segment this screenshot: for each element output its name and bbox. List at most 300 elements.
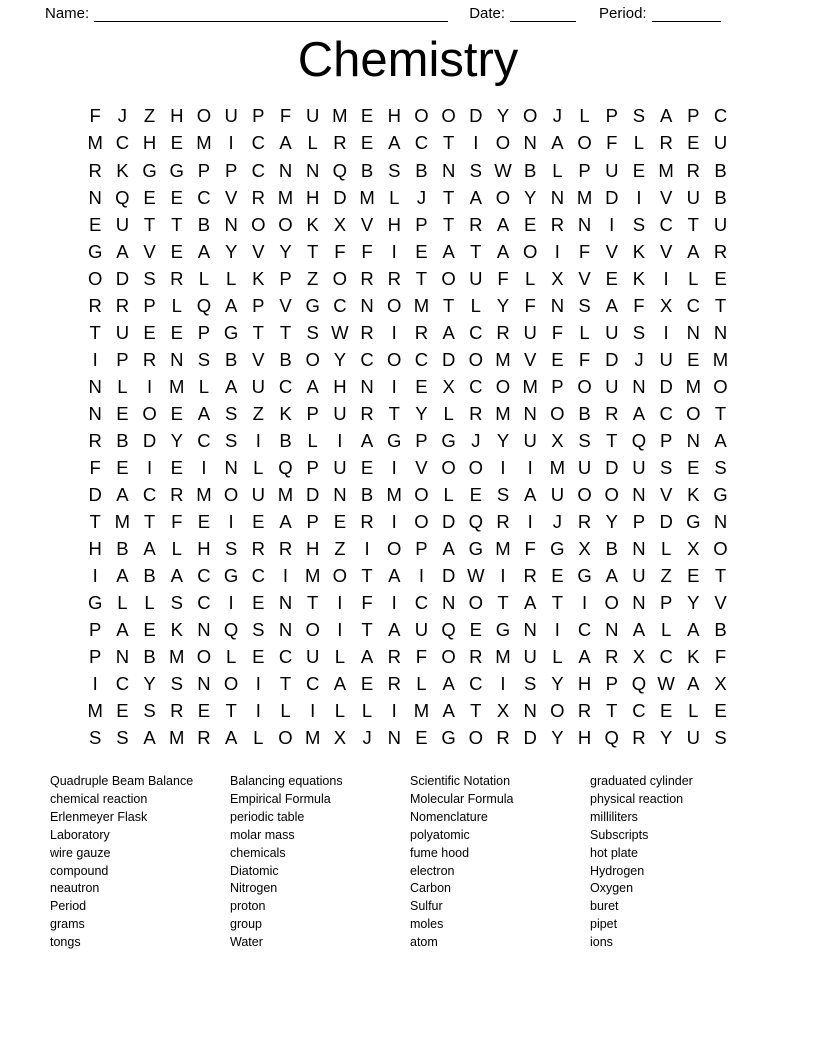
grid-cell: I xyxy=(609,213,615,235)
grid-cell: P xyxy=(197,321,211,343)
grid-cell: L xyxy=(416,673,427,695)
grid-cell: A xyxy=(306,375,319,397)
grid-cell: H xyxy=(197,538,211,560)
grid-cell: X xyxy=(632,646,646,668)
grid-cell: B xyxy=(143,646,156,668)
grid-cell: S xyxy=(524,673,537,695)
grid-cell: I xyxy=(228,592,234,614)
grid-cell: T xyxy=(307,592,319,614)
grid-cell: Y xyxy=(143,673,156,695)
grid-cell: C xyxy=(278,375,293,397)
grid-cell: M xyxy=(304,565,321,587)
grid-cell: Y xyxy=(496,105,510,127)
grid-cell: U xyxy=(659,348,673,370)
grid-cell: R xyxy=(170,484,184,506)
grid-cell: P xyxy=(551,375,564,397)
grid-cell: Z xyxy=(660,565,672,587)
grid-cell: D xyxy=(88,484,102,506)
grid-cell: F xyxy=(89,457,101,479)
word-item: atom xyxy=(410,935,438,950)
grid-cell: O xyxy=(604,592,619,614)
grid-cell: F xyxy=(578,240,591,262)
grid-cell: E xyxy=(252,592,265,614)
grid-cell: F xyxy=(279,105,292,127)
grid-cell: C xyxy=(577,619,592,641)
grid-cell: O xyxy=(550,700,565,722)
grid-cell: Z xyxy=(143,105,156,127)
grid-cell: C xyxy=(278,646,293,668)
grid-cell: Y xyxy=(279,240,292,262)
grid-cell: U xyxy=(224,105,238,127)
grid-cell: S xyxy=(659,457,673,479)
grid-cell: L xyxy=(443,484,454,506)
grid-cell: D xyxy=(659,375,673,397)
grid-cell: U xyxy=(251,375,265,397)
grid-cell: F xyxy=(89,105,101,127)
word-item: hot plate xyxy=(590,845,638,860)
grid-cell: A xyxy=(442,240,455,262)
grid-cell: I xyxy=(337,429,343,451)
grid-cell: L xyxy=(307,429,318,451)
grid-cell: T xyxy=(687,213,699,235)
grid-cell: A xyxy=(442,321,455,343)
grid-cell: N xyxy=(523,700,537,722)
grid-cell: G xyxy=(686,511,701,533)
grid-cell: L xyxy=(688,700,699,722)
grid-cell: A xyxy=(116,240,129,262)
grid-cell: H xyxy=(577,727,592,749)
grid-cell: S xyxy=(224,538,238,560)
grid-cell: Q xyxy=(115,186,130,208)
grid-cell: M xyxy=(413,700,430,722)
grid-cell: P xyxy=(415,429,428,451)
grid-cell: N xyxy=(88,186,102,208)
grid-cell: Q xyxy=(631,673,647,695)
grid-cell: R xyxy=(115,294,130,316)
grid-cell: A xyxy=(687,673,700,695)
word-list-column-2 xyxy=(230,773,410,952)
grid-cell: E xyxy=(360,673,374,695)
grid-cell: H xyxy=(88,538,102,560)
grid-cell: V xyxy=(659,484,673,506)
word-item: Laboratory xyxy=(50,827,110,842)
grid-cell: O xyxy=(305,619,320,641)
grid-cell: N xyxy=(115,646,130,668)
grid-cell: E xyxy=(170,240,183,262)
grid-cell: B xyxy=(143,565,156,587)
grid-cell: V xyxy=(415,457,428,479)
grid-cell: T xyxy=(606,700,618,722)
name-label: Name: xyxy=(45,5,90,22)
word-item: polyatomic xyxy=(410,827,470,842)
grid-cell: O xyxy=(223,484,239,506)
grid-cell: I xyxy=(391,592,397,614)
word-item: proton xyxy=(230,899,266,914)
grid-cell: V xyxy=(252,240,265,262)
grid-cell: R xyxy=(605,402,619,424)
grid-cell: O xyxy=(414,105,429,127)
date-label: Date: xyxy=(469,5,506,22)
grid-cell: K xyxy=(252,267,265,289)
grid-cell: E xyxy=(524,213,537,235)
word-item: Quadruple Beam Balance xyxy=(50,774,194,789)
grid-cell: E xyxy=(415,375,428,397)
grid-cell: E xyxy=(89,213,102,235)
grid-cell: X xyxy=(496,700,510,722)
grid-cell: I xyxy=(554,240,560,262)
grid-cell: A xyxy=(224,375,238,397)
word-item: Carbon xyxy=(410,881,451,896)
grid-cell: O xyxy=(468,727,483,749)
grid-cell: O xyxy=(522,240,538,262)
grid-cell: A xyxy=(551,132,564,154)
grid-cell: J xyxy=(634,348,644,370)
grid-cell: L xyxy=(253,727,264,749)
word-item: Nitrogen xyxy=(230,881,278,896)
grid-cell: U xyxy=(713,132,728,154)
grid-cell: C xyxy=(251,565,265,587)
grid-cell: B xyxy=(116,429,129,451)
grid-cell: L xyxy=(660,619,672,641)
grid-cell: J xyxy=(552,105,562,127)
grid-cell: M xyxy=(386,484,402,506)
grid-cell: Q xyxy=(468,511,483,533)
grid-cell: S xyxy=(578,429,591,451)
grid-cell: N xyxy=(523,402,537,424)
grid-cell: V xyxy=(659,186,673,208)
word-list xyxy=(0,773,816,952)
grid-cell: P xyxy=(224,159,238,181)
grid-cell: R xyxy=(469,402,483,424)
grid-cell: T xyxy=(470,240,482,262)
grid-cell: U xyxy=(469,267,483,289)
grid-cell: A xyxy=(333,673,347,695)
name-blank-line xyxy=(94,7,448,22)
grid-cell: X xyxy=(442,375,455,397)
grid-cell: E xyxy=(170,402,183,424)
grid-cell: O xyxy=(468,457,483,479)
grid-cell: N xyxy=(632,538,646,560)
grid-cell: K xyxy=(632,267,646,289)
grid-cell: N xyxy=(523,619,537,641)
grid-cell: P xyxy=(116,348,129,370)
grid-cell: U xyxy=(414,619,429,641)
grid-cell: D xyxy=(441,511,456,533)
word-item: tongs xyxy=(50,935,81,950)
grid-cell: T xyxy=(714,294,727,316)
word-item: Oxygen xyxy=(590,881,634,896)
grid-cell: R xyxy=(251,538,265,560)
grid-cell: T xyxy=(279,321,292,343)
grid-cell: L xyxy=(144,592,155,614)
grid-cell: I xyxy=(364,538,370,560)
grid-cell: I xyxy=(337,592,343,614)
grid-cell: Y xyxy=(496,294,510,316)
grid-cell: O xyxy=(196,646,212,668)
grid-cell: K xyxy=(170,619,183,641)
grid-cell: F xyxy=(497,267,509,289)
grid-cell: N xyxy=(278,159,293,181)
grid-cell: R xyxy=(387,646,401,668)
grid-cell: L xyxy=(470,294,481,316)
grid-cell: O xyxy=(196,105,212,127)
grid-cell: K xyxy=(687,646,700,668)
grid-cell: N xyxy=(278,592,293,614)
grid-cell: A xyxy=(388,565,401,587)
grid-cell: T xyxy=(606,429,618,451)
grid-cell: E xyxy=(687,132,700,154)
grid-cell: C xyxy=(414,348,429,370)
grid-cell: O xyxy=(278,213,293,235)
grid-cell: N xyxy=(387,727,401,749)
grid-cell: C xyxy=(713,105,728,127)
grid-cell: P xyxy=(252,105,265,127)
grid-cell: H xyxy=(387,105,401,127)
word-item: Sulfur xyxy=(410,899,443,914)
word-item: moles xyxy=(410,917,444,932)
grid-cell: L xyxy=(552,646,563,668)
grid-cell: P xyxy=(632,511,646,533)
grid-cell: L xyxy=(660,538,672,560)
grid-cell: A xyxy=(578,646,591,668)
grid-cell: F xyxy=(171,511,183,533)
grid-cell: I xyxy=(391,240,397,262)
word-search-grid xyxy=(82,103,735,752)
grid-cell: V xyxy=(605,240,618,262)
grid-cell: O xyxy=(387,348,402,370)
grid-cell: M xyxy=(549,457,566,479)
grid-cell: B xyxy=(116,538,129,560)
word-item: Nomenclature xyxy=(410,809,488,824)
grid-cell: M xyxy=(712,348,729,370)
grid-cell: A xyxy=(524,484,537,506)
grid-cell: V xyxy=(524,348,537,370)
grid-cell: R xyxy=(360,511,374,533)
grid-cell: C xyxy=(115,673,130,695)
grid-cell: E xyxy=(197,511,211,533)
grid-cell: M xyxy=(576,186,593,208)
grid-cell: M xyxy=(114,511,131,533)
grid-cell: O xyxy=(441,105,456,127)
word-item: electron xyxy=(410,863,455,878)
grid-cell: C xyxy=(469,321,483,343)
grid-cell: P xyxy=(415,538,428,560)
grid-cell: O xyxy=(550,402,565,424)
grid-cell: D xyxy=(469,105,483,127)
grid-cell: A xyxy=(197,402,211,424)
grid-cell: Y xyxy=(551,673,564,695)
grid-cell: E xyxy=(333,511,347,533)
grid-cell: H xyxy=(142,132,157,154)
grid-cell: I xyxy=(255,673,261,695)
grid-cell: L xyxy=(171,538,182,560)
grid-cell: O xyxy=(468,348,483,370)
grid-cell: B xyxy=(360,159,374,181)
page-title: Chemistry xyxy=(297,33,519,87)
grid-cell: N xyxy=(550,294,565,316)
grid-cell: O xyxy=(577,375,592,397)
grid-cell: P xyxy=(659,592,673,614)
grid-cell: H xyxy=(387,213,401,235)
grid-cell: O xyxy=(441,267,456,289)
grid-cell: M xyxy=(169,375,185,397)
grid-cell: A xyxy=(496,213,510,235)
grid-cell: G xyxy=(142,159,157,181)
grid-cell: C xyxy=(142,484,157,506)
grid-cell: U xyxy=(605,321,619,343)
grid-cell: B xyxy=(524,159,537,181)
grid-cell: T xyxy=(442,294,455,316)
word-item: group xyxy=(230,917,262,932)
grid-cell: R xyxy=(387,267,401,289)
grid-cell: M xyxy=(277,186,294,208)
grid-cell: R xyxy=(142,348,157,370)
grid-cell: M xyxy=(196,484,212,506)
grid-cell: N xyxy=(550,186,565,208)
grid-cell: N xyxy=(170,348,184,370)
grid-cell: E xyxy=(360,457,374,479)
grid-cell: T xyxy=(361,619,373,641)
grid-cell: N xyxy=(88,375,102,397)
grid-cell: M xyxy=(413,294,430,316)
grid-cell: S xyxy=(143,267,156,289)
grid-cell: A xyxy=(279,132,292,154)
word-item: Empirical Formula xyxy=(230,791,331,806)
grid-cell: R xyxy=(333,132,347,154)
grid-cell: T xyxy=(89,511,101,533)
grid-cell: S xyxy=(388,159,401,181)
grid-cell: U xyxy=(333,402,347,424)
grid-cell: M xyxy=(196,132,212,154)
grid-cell: L xyxy=(552,159,563,181)
grid-cell: D xyxy=(441,348,456,370)
grid-cell: E xyxy=(632,159,646,181)
grid-cell: Z xyxy=(252,402,264,424)
grid-cell: B xyxy=(360,484,374,506)
grid-cell: L xyxy=(225,267,237,289)
grid-cell: A xyxy=(469,186,482,208)
grid-cell: Y xyxy=(224,240,238,262)
grid-cell: X xyxy=(333,727,347,749)
grid-cell: K xyxy=(306,213,319,235)
grid-cell: R xyxy=(360,321,374,343)
grid-cell: C xyxy=(197,429,211,451)
grid-cell: I xyxy=(146,457,153,479)
grid-cell: I xyxy=(500,565,506,587)
grid-cell: N xyxy=(605,619,619,641)
grid-cell: S xyxy=(578,294,591,316)
grid-cell: A xyxy=(116,484,129,506)
grid-cell: Z xyxy=(334,538,346,560)
grid-cell: K xyxy=(687,484,700,506)
grid-cell: N xyxy=(713,321,728,343)
grid-cell: N xyxy=(713,511,728,533)
grid-cell: E xyxy=(143,619,156,641)
period-blank-line xyxy=(652,7,721,22)
grid-cell: C xyxy=(659,402,673,424)
grid-cell: M xyxy=(522,375,538,397)
grid-cell: O xyxy=(686,402,701,424)
grid-cell: E xyxy=(360,105,374,127)
grid-cell: U xyxy=(306,646,320,668)
header xyxy=(0,0,816,22)
grid-cell: G xyxy=(550,538,565,560)
grid-cell: B xyxy=(279,348,292,370)
grid-cell: J xyxy=(117,105,127,127)
grid-cell: A xyxy=(360,646,374,668)
grid-cell: O xyxy=(414,484,429,506)
grid-cell: A xyxy=(388,619,401,641)
grid-cell: M xyxy=(87,700,103,722)
grid-cell: E xyxy=(469,484,482,506)
grid-cell: S xyxy=(632,105,646,127)
grid-cell: H xyxy=(333,375,347,397)
word-item: Balancing equations xyxy=(230,774,343,789)
grid-cell: W xyxy=(331,321,349,343)
grid-cell: R xyxy=(577,511,592,533)
grid-cell: W xyxy=(467,565,485,587)
grid-cell: U xyxy=(686,727,700,749)
grid-cell: X xyxy=(333,213,347,235)
grid-cell: E xyxy=(143,321,156,343)
grid-cell: D xyxy=(659,511,673,533)
grid-cell: P xyxy=(279,267,292,289)
grid-cell: B xyxy=(605,538,618,560)
grid-cell: I xyxy=(527,457,533,479)
grid-cell: U xyxy=(306,105,320,127)
grid-cell: E xyxy=(197,700,211,722)
grid-cell: O xyxy=(332,565,348,587)
grid-cell: B xyxy=(197,213,211,235)
grid-cell: A xyxy=(632,402,646,424)
grid-cell: T xyxy=(307,240,319,262)
grid-cell: A xyxy=(524,592,537,614)
grid-cell: M xyxy=(169,727,185,749)
grid-cell: N xyxy=(333,484,347,506)
grid-cell: R xyxy=(88,159,102,181)
grid-cell: R xyxy=(496,727,510,749)
grid-cell: B xyxy=(714,619,727,641)
grid-cell: T xyxy=(279,673,292,695)
grid-cell: U xyxy=(115,321,130,343)
grid-cell: R xyxy=(550,213,565,235)
grid-cell: I xyxy=(500,457,506,479)
grid-cell: F xyxy=(334,240,346,262)
grid-cell: U xyxy=(632,565,646,587)
grid-cell: B xyxy=(578,402,591,424)
grid-cell: E xyxy=(687,348,700,370)
grid-cell: S xyxy=(116,727,129,749)
grid-cell: M xyxy=(495,646,511,668)
grid-cell: N xyxy=(197,619,211,641)
grid-cell: C xyxy=(414,132,429,154)
grid-cell: L xyxy=(225,646,237,668)
grid-cell: R xyxy=(523,565,537,587)
grid-cell: P xyxy=(306,511,319,533)
grid-cell: A xyxy=(442,538,455,560)
grid-cell: I xyxy=(228,511,234,533)
grid-cell: Y xyxy=(496,429,510,451)
grid-cell: M xyxy=(332,105,348,127)
grid-cell: V xyxy=(578,267,591,289)
grid-cell: F xyxy=(361,240,373,262)
grid-cell: P xyxy=(306,402,319,424)
grid-cell: R xyxy=(632,727,646,749)
grid-cell: D xyxy=(333,186,347,208)
grid-cell: T xyxy=(442,132,455,154)
grid-cell: F xyxy=(551,321,564,343)
grid-cell: T xyxy=(171,213,183,235)
